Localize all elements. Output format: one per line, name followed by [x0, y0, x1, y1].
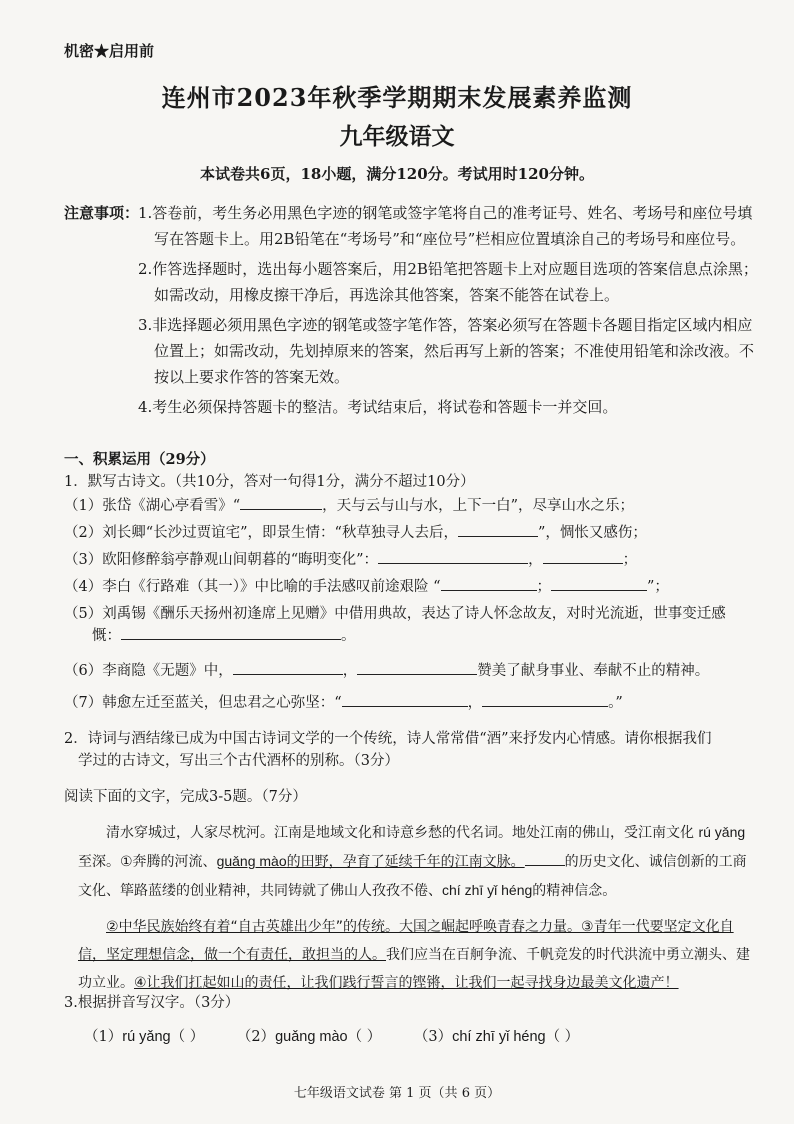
passage-paragraph-2: ②中华民族始终有着“自古英雄出少年”的传统。大国之崛起呼唤青春之力量。③青年一代要坚定文化自信，坚定理想信念，做一个有责任，敢担当的人。我们应当在百舸争流、千帆竞发的时代洪流中勇立潮头、建功立业。④让我们扛起如山的责任，让我们践行誓言的铿锵，让我们一起寻找身边最美文化遗产！ [78, 919, 750, 991]
reading-stem: 阅读下面的文字，完成3-5题。（7分） [64, 789, 307, 805]
secret-mark: 机密★启用前 [64, 42, 155, 60]
exam-title: 连州市2023年秋季学期期末发展素养监测 [161, 83, 633, 112]
note-item: 3.非选择题必须用黑色字迹的钢笔或签字笔作答，答案必须写在答题卡各题目指定区域内相应位置上；如需改动，先划掉原来的答案，然后再写上新的答案；不准使用铅笔和涂改液。不按以上要求作答的答案无效。 [138, 316, 755, 386]
answer-blank[interactable] [233, 660, 343, 675]
answer-blank[interactable] [482, 692, 608, 707]
section-heading: 一、积累运用（29分） [64, 451, 215, 468]
q1-item-5: （5）刘禹锡《酬乐天扬州初逢席上见赠》中借用典故，表达了诗人怀念故友，对时光流逝，世事变迁感 慨： 。 [64, 606, 726, 644]
exam-subject: 九年级语文 [339, 123, 455, 150]
q1-item-1: （1）张岱《湖心亭看雪》“ ，天与云与山与水，上下一白”，尽享山水之乐； [64, 495, 754, 517]
q1-item-4: （4）李白《行路难（其一）》中比喻的手法感叹前途艰险 “ ； ”； [64, 576, 754, 598]
exam-intro: 本试卷共6页，18小题，满分120分。考试用时120分钟。 [200, 165, 594, 183]
q1-item-6: （6）李商隐《无题》中， ， 赞美了献身事业、奉献不止的精神。 [64, 660, 754, 682]
note-item: 2.作答选择题时，选出每小题答案后，用2B铅笔把答题卡上对应题目选项的答案信息点涂黑；如需改动，用橡皮擦干净后，再选涂其他答案，答案不能答在试卷上。 [138, 260, 758, 304]
q3-items: （1）rú yǎng（ ） （2）guǎng mào（ ） （3）chí zhī yǐ héng（ ） [84, 1029, 580, 1045]
q1-item-7: （7）韩愈左迁至蓝关，但忠君之心弥坚：“ ， 。” [64, 692, 754, 714]
q3-answer-paren[interactable]: （ ） [170, 1029, 205, 1045]
q1-item-3: （3）欧阳修醉翁亭静观山间朝暮的“晦明变化”： ， ； [64, 549, 754, 571]
answer-blank[interactable] [378, 549, 528, 564]
notes-label: 注意事项： [64, 204, 140, 222]
q3-answer-paren[interactable]: （ ） [347, 1029, 382, 1045]
passage-blank[interactable] [525, 851, 565, 866]
notes-block [64, 200, 764, 424]
q3-answer-paren[interactable]: （ ） [545, 1029, 580, 1045]
answer-blank[interactable] [543, 549, 623, 564]
answer-blank[interactable] [240, 495, 322, 510]
answer-blank[interactable] [342, 692, 468, 707]
q3-stem: 3.根据拼音写汉字。（3分） [64, 995, 240, 1011]
answer-blank[interactable] [441, 576, 537, 591]
q1-item-2: （2）刘长卿“长沙过贾谊宅”，即景生情：“秋草独寻人去后， ”，惆怅又感伤； [64, 522, 754, 544]
page-footer: 七年级语文试卷 第 1 页（共 6 页） [293, 1086, 501, 1101]
q2-stem: 2．诗词与酒结缘已成为中国古诗词文学的一个传统，诗人常常借“酒”来抒发内心情感。请你根据我们 学过的古诗文，写出三个古代酒杯的别称。（3分） [64, 731, 712, 769]
answer-blank[interactable] [357, 660, 477, 675]
note-item: 1.答卷前，考生务必用黑色字迹的钢笔或签字笔将自己的准考证号、姓名、考场号和座位号填写在答题卡上。用2B铅笔在“考场号”和“座位号”栏相应位置填涂自己的考场号和座位号。 [138, 204, 753, 248]
q1-stem: 1．默写古诗文。（共10分，答对一句得1分，满分不超过10分） [64, 474, 475, 490]
note-item: 4.考生必须保持答题卡的整洁。考试结束后，将试卷和答题卡一并交回。 [138, 398, 618, 416]
reading-passage [78, 818, 750, 997]
answer-blank[interactable] [121, 625, 341, 640]
passage-paragraph-1: 清水穿城过，人家尽枕河。江南是地域文化和诗意乡愁的代名词。地处江南的佛山，受江南文化 rú yǎng至深。①奔腾的河流、guǎng mào的田野，孕育了延续千年的江南文脉。 的历史文化、诚信创新的工商文化、筚路蓝缕的创业精神，共同铸就了佛山人孜孜不倦、chí zhī yǐ héng的精神信念。 [78, 824, 747, 899]
answer-blank[interactable] [551, 576, 647, 591]
answer-blank[interactable] [458, 522, 538, 537]
